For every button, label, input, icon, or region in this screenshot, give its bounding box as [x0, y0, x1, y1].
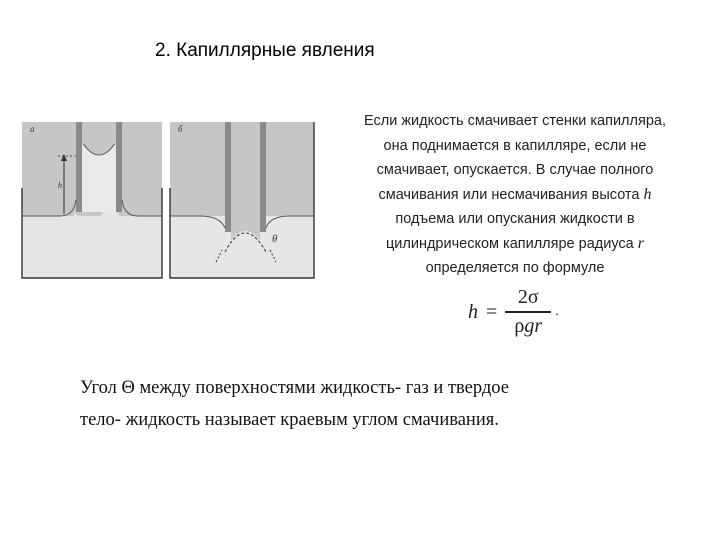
- description-line-6: цилиндрическом капилляре радиуса r: [386, 234, 644, 252]
- panel-nonwetting: [170, 122, 314, 278]
- contact-angle-definition: [80, 372, 680, 436]
- formula-numerator: 2σ: [517, 286, 539, 309]
- capillary-figure: [20, 118, 316, 283]
- symbol-r: r: [637, 234, 644, 252]
- formula-fraction: [505, 286, 551, 337]
- definition-line-2: тело- жидкость называет краевым углом смачивания.: [80, 410, 499, 430]
- description-line-3: смачивает, опускается. В случае полного: [376, 162, 654, 178]
- formula-lhs: h: [468, 300, 478, 323]
- label-a: а: [30, 124, 35, 134]
- jurin-formula: [468, 282, 559, 342]
- description-line-7: определяется по формуле: [425, 260, 605, 276]
- symbol-h: h: [643, 185, 652, 203]
- panel-wetting: [22, 122, 162, 278]
- description-line-4: смачивания или несмачивания высота h: [378, 185, 652, 203]
- label-h: h: [58, 181, 62, 190]
- formula-equals: =: [486, 300, 498, 323]
- slide-title: 2. Капиллярные явления: [155, 40, 375, 61]
- label-b: б: [178, 124, 183, 134]
- label-theta: θ: [272, 233, 278, 245]
- description-paragraph: [318, 109, 712, 281]
- description-line-5: подъема или опускания жидкости в: [395, 211, 635, 227]
- definition-line-1: Угол Θ между поверхностями жидкость- газ и твердое: [80, 378, 509, 398]
- formula-trailing-dot: .: [555, 304, 559, 319]
- description-line-1: Если жидкость смачивает стенки капилляра,: [363, 113, 666, 129]
- description-line-2: она поднимается в капилляре, если не: [383, 137, 647, 154]
- formula-denominator: ρgr: [514, 314, 543, 337]
